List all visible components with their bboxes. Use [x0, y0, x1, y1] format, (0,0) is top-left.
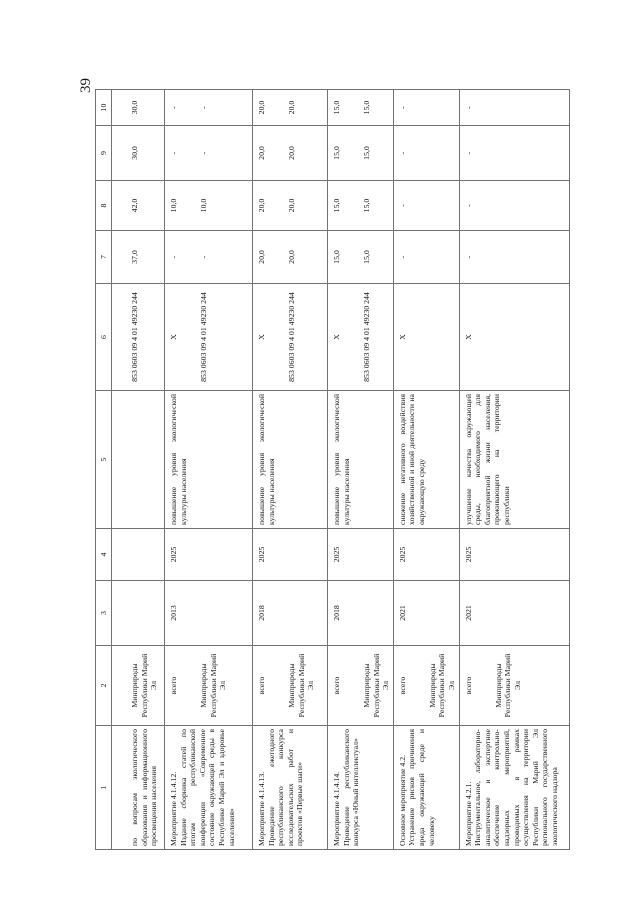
- start-year-cell: [112, 581, 165, 646]
- expected-result: повышение уровня экологической культуры населения: [169, 394, 188, 525]
- kbk-cell: [328, 284, 394, 391]
- amount-value: 15,0: [332, 146, 341, 160]
- activity-title: Основное мероприятие 4.2.: [397, 754, 407, 846]
- executor-cell: [393, 646, 459, 726]
- start-year: 2018: [257, 605, 266, 621]
- amount-value: 20,0: [257, 100, 266, 115]
- amount-value: 20,0: [257, 250, 266, 264]
- result-cell: [459, 391, 569, 529]
- start-year-cell: [393, 581, 459, 646]
- end-year-cell: [328, 529, 394, 581]
- amount-cell-col10: [328, 90, 394, 126]
- table-row: [112, 90, 165, 850]
- amount-value: -: [169, 151, 178, 155]
- table-row: [328, 90, 394, 850]
- program-table: [95, 89, 570, 850]
- amount-cell-col8: [165, 181, 253, 231]
- executor: Минприроды Республики Марий Эл: [287, 653, 316, 718]
- activity-cell: [393, 726, 459, 850]
- amount-value: 15,0: [362, 198, 371, 213]
- amount-value: -: [397, 255, 407, 259]
- result-cell: [165, 391, 253, 529]
- amount-cell-col8: [112, 181, 165, 231]
- end-year: 2025: [169, 546, 178, 563]
- result-cell: [393, 391, 459, 529]
- start-year-cell: [165, 581, 253, 646]
- activity-text: Издание сборника статей по итогам республиканской конференции «Современное состояние окружающей среды в Республике Марий Эл и здоровье населения»: [178, 729, 236, 846]
- column-number-3: 3: [96, 581, 112, 646]
- executor-cell: [165, 646, 253, 726]
- table-body: [112, 90, 570, 850]
- amount-value: -: [463, 151, 473, 155]
- start-year-cell: [253, 581, 328, 646]
- column-number-2: 2: [96, 646, 112, 726]
- executor: всего: [463, 676, 473, 695]
- kbk-code: X: [169, 334, 178, 340]
- amount-value: 30,0: [130, 100, 139, 115]
- amount-cell-col9: [165, 126, 253, 181]
- amount-value: 15,0: [332, 250, 341, 264]
- amount-cell-col7: [112, 231, 165, 284]
- amount-value: -: [463, 204, 473, 207]
- kbk-code: X: [257, 334, 266, 340]
- table-rotated-wrapper: [95, 90, 565, 850]
- activity-title: Мероприятие 4.1.4.13.: [257, 771, 266, 846]
- amount-value: -: [169, 106, 178, 109]
- amount-value: 20,0: [287, 198, 296, 213]
- kbk-cell: [459, 284, 569, 391]
- end-year: 2025: [463, 546, 473, 563]
- end-year-cell: [112, 529, 165, 581]
- activity-cell: [112, 726, 165, 850]
- activity-text: Проведение республиканского конкурса «Юный интеллектуал»: [341, 729, 361, 846]
- amount-cell-col8: [393, 181, 459, 231]
- table-row: [459, 90, 569, 850]
- amount-value: 15,0: [332, 198, 341, 213]
- executor: Минприроды Республики Марий Эл: [130, 653, 159, 718]
- executor: всего: [397, 676, 407, 695]
- amount-cell-col9: [393, 126, 459, 181]
- activity-text: Инструментальное, лабораторно-аналитическое и экспертное обеспечение контрольно-надзорных мероприятий, проводимых в рамках осуществления на территории Республики Марий Эл регионального государственного экологического надзора: [473, 729, 559, 846]
- kbk-code: 853 0603 09 4 01 49230 244: [362, 292, 371, 382]
- amount-value: 20,0: [287, 100, 296, 115]
- executor: всего: [332, 676, 341, 695]
- column-number-6: 6: [96, 284, 112, 391]
- kbk-code: 853 0603 09 4 01 49230 244: [130, 292, 139, 382]
- amount-cell-col10: [112, 90, 165, 126]
- amount-value: -: [397, 204, 407, 207]
- result-cell: [253, 391, 328, 529]
- end-year: 2025: [397, 546, 407, 563]
- amount-cell-col8: [328, 181, 394, 231]
- activity-cell: [253, 726, 328, 850]
- amount-cell-col10: [459, 90, 569, 126]
- amount-cell-col9: [112, 126, 165, 181]
- amount-value: 42,0: [130, 198, 139, 213]
- kbk-code: X: [332, 334, 341, 340]
- amount-value: 20,0: [287, 146, 296, 160]
- start-year: 2021: [463, 605, 473, 621]
- kbk-code: X: [397, 334, 407, 340]
- start-year: 2013: [169, 605, 178, 621]
- amount-value: 37,0: [130, 250, 139, 264]
- column-number-7: 7: [96, 231, 112, 284]
- end-year-cell: [165, 529, 253, 581]
- activity-title: Мероприятие 4.1.4.14.: [332, 771, 341, 846]
- table-row: [253, 90, 328, 850]
- amount-cell-col7: [328, 231, 394, 284]
- column-number-4: 4: [96, 529, 112, 581]
- page-number: 39: [78, 78, 94, 93]
- end-year-cell: [253, 529, 328, 581]
- column-number-9: 9: [96, 126, 112, 181]
- amount-value: -: [199, 151, 208, 155]
- executor-cell: [253, 646, 328, 726]
- executor: всего: [257, 676, 266, 695]
- kbk-cell: [393, 284, 459, 391]
- end-year-cell: [393, 529, 459, 581]
- amount-cell-col7: [393, 231, 459, 284]
- executor-cell: [328, 646, 394, 726]
- amount-value: -: [169, 255, 178, 259]
- amount-cell-col7: [459, 231, 569, 284]
- kbk-cell: [253, 284, 328, 391]
- amount-value: 15,0: [362, 100, 371, 115]
- start-year: 2018: [332, 605, 341, 621]
- kbk-code: 853 0603 09 4 01 49230 244: [199, 292, 208, 382]
- expected-result: снижение негативного воздействия хозяйственной и иной деятельности на окружающую среду: [397, 394, 426, 525]
- amount-value: -: [397, 151, 407, 155]
- column-number-1: 1: [96, 726, 112, 850]
- amount-value: 20,0: [287, 250, 296, 264]
- result-cell: [328, 391, 394, 529]
- kbk-cell: [165, 284, 253, 391]
- amount-cell-col10: [253, 90, 328, 126]
- activity-title: Мероприятие 4.2.1.: [463, 781, 473, 846]
- activity-text: по вопросам экологического образования и информационного просвещения населения: [130, 729, 159, 846]
- amount-cell-col10: [165, 90, 253, 126]
- table-row: [165, 90, 253, 850]
- column-number-8: 8: [96, 181, 112, 231]
- expected-result: улучшение качества окружающей среды, необходимого для благоприятной жизни населения, проживающего на территории республики: [463, 394, 511, 525]
- executor: Минприроды Республики Марий Эл: [427, 653, 456, 718]
- kbk-code: 853 0603 09 4 01 49230 244: [287, 292, 296, 382]
- column-number-10: 10: [96, 90, 112, 126]
- activity-text: Проведение ежегодного республиканского конкурса исследовательских работ и проектов «Первые шаги»: [266, 729, 305, 846]
- amount-value: -: [199, 106, 208, 109]
- activity-title: Мероприятие 4.1.4.12.: [169, 771, 178, 846]
- start-year-cell: [328, 581, 394, 646]
- amount-cell-col8: [253, 181, 328, 231]
- activity-cell: [459, 726, 569, 850]
- executor: Минприроды Республики Марий Эл: [362, 653, 391, 718]
- start-year: 2021: [397, 605, 407, 621]
- amount-cell-col8: [459, 181, 569, 231]
- executor: Минприроды Республики Марий Эл: [493, 653, 522, 718]
- amount-cell-col9: [328, 126, 394, 181]
- result-cell: [112, 391, 165, 529]
- header-row: [96, 90, 112, 850]
- amount-value: 10,0: [199, 198, 208, 213]
- amount-value: 30,0: [130, 146, 139, 160]
- table-row: [393, 90, 459, 850]
- executor-cell: [112, 646, 165, 726]
- executor: Минприроды Республики Марий Эл: [199, 653, 228, 718]
- kbk-cell: [112, 284, 165, 391]
- amount-value: 15,0: [362, 146, 371, 160]
- amount-cell-col10: [393, 90, 459, 126]
- expected-result: повышение уровня экологической культуры населения: [257, 394, 276, 525]
- start-year-cell: [459, 581, 569, 646]
- amount-value: -: [463, 106, 473, 109]
- amount-value: -: [463, 255, 473, 259]
- amount-value: -: [397, 106, 407, 109]
- executor: всего: [169, 676, 178, 695]
- kbk-code: X: [463, 334, 473, 340]
- column-number-5: 5: [96, 391, 112, 529]
- amount-cell-col7: [165, 231, 253, 284]
- amount-cell-col9: [253, 126, 328, 181]
- executor-cell: [459, 646, 569, 726]
- activity-cell: [328, 726, 394, 850]
- end-year-cell: [459, 529, 569, 581]
- amount-value: 20,0: [257, 146, 266, 160]
- amount-cell-col9: [459, 126, 569, 181]
- expected-result: повышение уровня экологической культуры населения: [332, 394, 351, 525]
- activity-text: Устранение рисков причинения вреда окружающей среде и человеку: [407, 729, 436, 846]
- end-year: 2025: [257, 546, 266, 563]
- end-year: 2025: [332, 546, 341, 563]
- amount-value: 20,0: [257, 198, 266, 213]
- activity-cell: [165, 726, 253, 850]
- amount-value: 10,0: [169, 198, 178, 213]
- amount-value: 15,0: [332, 100, 341, 115]
- amount-cell-col7: [253, 231, 328, 284]
- amount-value: 15,0: [362, 250, 371, 264]
- amount-value: -: [199, 255, 208, 259]
